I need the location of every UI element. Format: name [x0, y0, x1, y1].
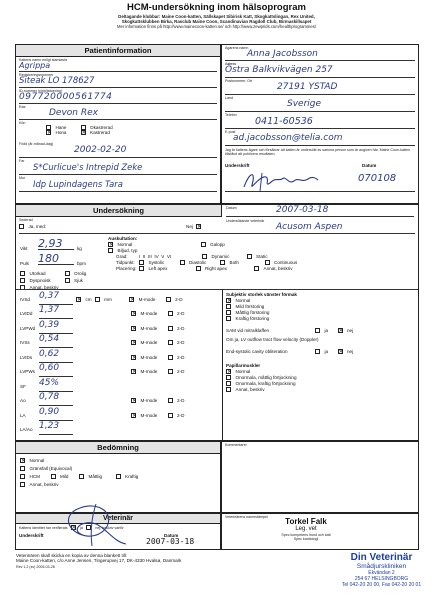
label-2d: 2-D [177, 340, 185, 346]
label-reg: Registreringsnummer [19, 73, 54, 77]
pulse-unit: bpm [77, 261, 86, 266]
phone-field[interactable]: 0411-60536 [225, 116, 415, 129]
checkbox-biljud[interactable] [108, 248, 113, 253]
checkbox-sedated-yes[interactable] [19, 224, 24, 229]
option-assess-annat: Annat, beskriv [29, 482, 59, 487]
label-examiner: Undersökande veterinär [226, 219, 265, 223]
checkbox-hcm-kraftig[interactable] [116, 474, 121, 479]
option-subj-normal: Normal [235, 298, 251, 303]
sam-label: SAM vid mitralklaffen [226, 328, 270, 333]
label-mmode: M-mode [140, 369, 158, 375]
owner-section [221, 44, 419, 204]
checkbox-annat-murmur[interactable] [254, 266, 259, 271]
weight-unit: kg [77, 246, 82, 251]
checkbox-right-apex[interactable] [196, 266, 201, 271]
sedated-options [19, 224, 46, 229]
measurement-label: LA/Ao [20, 427, 33, 433]
checkbox-sedated-no[interactable] [196, 224, 201, 229]
option-sedated-yes: Ja, med: [28, 224, 47, 229]
label-2d: 2-D [177, 412, 185, 418]
measurement-label: LA [20, 412, 26, 418]
label-2d: 2-D [177, 311, 185, 317]
checkbox-ausc-normal[interactable] [108, 242, 113, 247]
exam-section-title: Undersökning [16, 205, 222, 217]
checkbox-unit-mm[interactable] [95, 297, 100, 302]
label-sex: Kön [19, 121, 26, 125]
lv-outflow-label: Om ja, LV outflow tract flow velocity (Doppler) [226, 337, 319, 342]
measurement-row [20, 336, 216, 351]
checkbox-pap-mattlig[interactable] [226, 375, 231, 380]
address-field[interactable]: Östra Balkvikvägen 257 [225, 65, 415, 78]
checkbox-pap-annat[interactable] [226, 387, 231, 392]
patient-section-title: Patientinformation [16, 45, 220, 57]
measurement-value[interactable]: 0,37 [39, 294, 73, 305]
label-weight: Vikt [20, 246, 28, 251]
echo-findings [226, 292, 418, 392]
grade-values: I II III IV V VI [139, 254, 172, 259]
checkbox-subj-normal[interactable] [226, 298, 231, 303]
measurement-value[interactable]: 0,90 [39, 410, 73, 421]
option-both: Both [229, 260, 239, 265]
option-dyspnoisk: Dyspnoisk [29, 278, 51, 283]
form-title: HCM-undersökning inom hälsoprogram [127, 2, 306, 13]
label-sedated: Sederad [19, 218, 33, 222]
mother-field[interactable]: Idp Lupindagens Tara [19, 179, 217, 192]
measurement-value[interactable]: 0,54 [39, 337, 73, 348]
measurement-label: IVSd [20, 296, 30, 302]
stamp-vet-name: Torkel Falk [285, 517, 327, 526]
measurement-label: LVPWd [20, 325, 36, 331]
option-pap-kraftig: Onormala, kraftig förtjockning [235, 381, 296, 386]
clinic-phone: Tel 042-20 20 00, Fax 042-20 20 01 [341, 582, 422, 588]
label-cat-name: Kattens namn enligt stamtavla [19, 58, 68, 62]
checkbox-2d[interactable] [168, 369, 173, 374]
checkbox-2d[interactable] [168, 413, 173, 418]
measurement-value[interactable]: 1,23 [39, 424, 73, 435]
checkbox-subj-mattlig[interactable] [226, 310, 231, 315]
dob-field[interactable]: 2002-02-20 [19, 145, 217, 158]
option-left-apex: Left apex [148, 266, 168, 271]
label-exam-date: Datum [226, 206, 237, 210]
option-ausc-normal: Normal [117, 242, 133, 247]
label-mmode: M-mode [140, 325, 158, 331]
label-vet-date: Datum [164, 533, 179, 538]
label-mother: Mor [19, 176, 26, 180]
end-systolic-label: End-systolic cavity obliteration [226, 349, 288, 354]
measurements-block [20, 292, 216, 437]
option-annat-murmur: Annat, beskriv [263, 266, 293, 271]
option-sedated-no: Nej [186, 224, 193, 229]
clinic-sub: Smådjurskliniken [356, 563, 407, 570]
checkbox-mmode[interactable] [131, 369, 136, 374]
label-country: Land [225, 96, 233, 100]
id-number-field[interactable]: 097720000561774 [19, 92, 217, 104]
option-end-ja: ja [324, 349, 329, 354]
checkbox-mmode[interactable] [131, 326, 136, 331]
checkbox-2d[interactable] [168, 355, 173, 360]
subjective-title: Subjektiv storlek vänster förmak [226, 292, 297, 297]
measurement-row [20, 365, 216, 380]
measurement-value[interactable]: 0,39 [39, 323, 73, 334]
grade-label: Grad: [116, 254, 128, 259]
weight-field[interactable]: 2,93 [38, 237, 74, 250]
label-mmode: M-mode [138, 296, 156, 302]
label-owner-date: Datum [362, 163, 377, 168]
option-static: Static [256, 254, 268, 259]
option-annat-condition: Annat, beskriv [29, 285, 59, 290]
label-owner-signature: Underskrift [225, 163, 250, 168]
option-vet-id-ja: ja [80, 525, 83, 530]
measurement-value[interactable]: 0,62 [39, 352, 73, 363]
checkbox-assess-normal[interactable] [20, 458, 25, 463]
assessment-title: Bedömning [16, 442, 220, 454]
option-right-apex: Right apex [205, 266, 227, 271]
option-dynamic: Dynamic [211, 254, 230, 259]
option-biljud: Biljud, typ [117, 248, 138, 253]
option-sjuk: Sjuk [74, 278, 83, 283]
checkbox-2d[interactable] [168, 311, 173, 316]
option-pap-annat: Annat, beskriv [235, 387, 265, 392]
option-subj-mild: Mild förstoring [235, 304, 265, 309]
label-father: Far [19, 159, 25, 163]
clinic-street: Ekvändan 2 [368, 570, 395, 576]
checkbox-mmode[interactable] [131, 340, 136, 345]
header-line-1: Deltagande klubbar: Maine Coon-katten, Sällskapet Sibirisk Katt, Skogkattslingan, Rex United, [118, 14, 315, 19]
checkbox-continuous[interactable] [265, 260, 270, 265]
measurement-label: IVSs [20, 340, 30, 346]
cat-name-field[interactable]: Agrippa [19, 61, 217, 72]
vet-name-stamp [240, 517, 372, 541]
measurement-value[interactable]: 0,78 [39, 395, 73, 406]
option-hona: Hona [55, 130, 67, 135]
option-subj-mattlig: Måttlig förstoring [235, 310, 270, 315]
checkbox-dynamic[interactable] [202, 254, 207, 259]
option-kastrerad: Kastrerad [90, 130, 110, 135]
checkbox-mmode[interactable] [131, 398, 136, 403]
comments-section[interactable] [221, 441, 419, 513]
owner-date-field[interactable]: 070108 [358, 173, 397, 184]
checkbox-mmode[interactable] [129, 297, 134, 302]
stamp-line-2: Spec kardiologi [293, 537, 319, 541]
measurement-value[interactable]: 1,37 [39, 308, 73, 319]
measurement-label: Ao [20, 398, 26, 404]
comments-title: Kommentarer [225, 443, 247, 447]
label-2d: 2-D [177, 354, 185, 360]
label-id: ID-nummer (chip/tatuering) [19, 89, 62, 93]
auscultation-title: Auskultation: [108, 236, 138, 241]
checkbox-2d[interactable] [166, 297, 171, 302]
checkbox-mmode[interactable] [131, 355, 136, 360]
option-utorkad: Utorkad [29, 271, 46, 276]
measurement-row [20, 423, 216, 438]
measurement-label: SF [20, 383, 26, 389]
label-2d: 2-D [177, 369, 185, 375]
checkbox-hona[interactable] [46, 130, 51, 135]
clinic-stamp [330, 552, 433, 588]
checkbox-hcm-mild[interactable] [51, 474, 56, 479]
unit-cm: cm [85, 296, 92, 302]
papillary-title: Papillarmuskler [226, 363, 261, 368]
breed-field[interactable]: Devon Rex [19, 108, 217, 120]
checkbox-subj-kraftig[interactable] [226, 316, 231, 321]
stamp-line-1: Spec kompetens hund och katt [281, 533, 331, 537]
header-line-2: Skogkattsklubben Birka, Rasclub Maine Coon, Scandinavian Ragdoll Club, Birmaskillsapet [121, 19, 312, 24]
label-2d: 2-D [175, 296, 183, 302]
option-pap-normal: Normal [235, 369, 251, 374]
checkbox-mmode[interactable] [131, 413, 136, 418]
exam-vertical-divider [222, 289, 223, 442]
checkbox-orolig[interactable] [65, 271, 70, 276]
label-mmode: M-mode [140, 398, 158, 404]
option-hcm-mild: Mild [60, 474, 69, 479]
checkbox-hcm[interactable] [20, 474, 25, 479]
label-email: E-post [225, 130, 236, 134]
checkbox-2d[interactable] [168, 326, 173, 331]
checkbox-kastrerad[interactable] [81, 130, 86, 135]
owner-signature [240, 169, 320, 193]
header-line-3: Mer information finns på http://www.mainecoon-katten.se/ och http://www.zewprids.com/healthprogrammes/ [117, 24, 316, 29]
label-pulse: Puls [20, 261, 29, 266]
checkbox-hcm-mattlig[interactable] [79, 474, 84, 479]
footer-revision: Rev 1.2 (sv) 2005-03-28 [16, 565, 55, 569]
owner-name-field[interactable]: Anna Jacobsson [225, 49, 415, 61]
label-mmode: M-mode [140, 340, 158, 346]
checkbox-sam-nej[interactable] [338, 328, 343, 333]
measurement-row [20, 307, 216, 322]
checkbox-both[interactable] [220, 260, 225, 265]
owner-consent-text: Jag är kattens ägare och försäkrar att katten är undersökt av samma person som är angiven här. Maine Coon-katten tillstånd att publicera resultaten. [225, 148, 410, 156]
checkbox-diastolic[interactable] [180, 260, 185, 265]
option-systolic: Systolic [148, 260, 165, 265]
timing-label: Tidpunkt: [116, 260, 135, 265]
exam-date-field[interactable]: 2007-03-18 [226, 205, 414, 217]
label-mmode: M-mode [140, 412, 158, 418]
option-okastrerad: Okastrerad [90, 125, 113, 130]
vet-id-text: Kattens identitet har verifierats [19, 525, 68, 530]
option-end-nej: nej [347, 349, 354, 354]
label-owner-name: Ägarens namn [225, 46, 249, 50]
checkbox-2d[interactable] [168, 398, 173, 403]
checkbox-equivocal[interactable] [20, 466, 25, 471]
pulse-field[interactable]: 180 [38, 252, 74, 265]
measurement-row [20, 394, 216, 409]
label-colour: Ras [19, 105, 26, 109]
option-diastolic: Diastolic [189, 260, 207, 265]
vet-signature [56, 496, 136, 550]
father-field[interactable]: S*Curlicue's Intrepid Zeke [19, 162, 217, 175]
option-pap-mattlig: Onormala, måttlig förtjockning [235, 375, 297, 380]
vet-section [15, 513, 221, 550]
checkbox-sam-ja[interactable] [315, 328, 320, 333]
checkbox-pap-kraftig[interactable] [226, 381, 231, 386]
country-field[interactable]: Sverige [225, 99, 415, 112]
label-mmode: M-mode [140, 311, 158, 317]
label-mmode: M-mode [140, 354, 158, 360]
checkbox-systolic[interactable] [139, 260, 144, 265]
patient-section [15, 44, 221, 204]
checkbox-static[interactable] [247, 254, 252, 259]
sex-options [46, 125, 166, 135]
option-equivocal: Gränsfall (Equivocal) [29, 466, 73, 471]
clinic-name: Din Veterinär [350, 552, 413, 563]
footer-line-1: Veterinären skall skicka en kopia av denna blankett till: [16, 553, 128, 558]
postal-field[interactable]: 27191 YSTAD [225, 82, 415, 95]
checkbox-galopp[interactable] [201, 242, 206, 247]
clinic-city: 254 67 HELSINGBORG [354, 576, 409, 582]
vet-section-title: Veterinär [16, 514, 220, 524]
measurement-label: LVIDs [20, 354, 33, 360]
checkbox-end-nej[interactable] [338, 349, 343, 354]
option-hcm: HCM [29, 474, 40, 479]
option-hcm-mattlig: Måttlig [88, 474, 103, 479]
option-hcm-kraftig: Kraftig [125, 474, 139, 479]
option-continuous: Continuous [274, 260, 298, 265]
option-vet-id-nej: nej, beskriv varför [95, 525, 124, 530]
option-sam-nej: nej [347, 328, 354, 333]
checkbox-assess-annat[interactable] [20, 482, 25, 487]
checkbox-mmode[interactable] [131, 311, 136, 316]
exam-section [15, 204, 419, 441]
placement-label: Placering: [116, 266, 137, 271]
checkbox-2d[interactable] [168, 340, 173, 345]
form-header [0, 2, 433, 29]
measurement-label: LVIDd [20, 311, 33, 317]
option-sam-ja: ja [324, 328, 329, 333]
stamp-vet-title: Leg. vet [295, 526, 317, 532]
vet-date-field[interactable]: 2007-03-18 [146, 537, 195, 546]
label-2d: 2-D [177, 398, 185, 404]
examiner-field[interactable]: Acusom Aspen [226, 222, 414, 234]
form-footer [16, 553, 316, 569]
checkbox-subj-mild[interactable] [226, 304, 231, 309]
option-orolig: Orolig [74, 271, 87, 276]
label-address: Adress [225, 62, 237, 66]
label-2d: 2-D [177, 325, 185, 331]
checkbox-dyspnoisk[interactable] [20, 278, 25, 283]
checkbox-utorkad[interactable] [20, 271, 25, 276]
option-assess-normal: Normal [29, 458, 45, 463]
checkbox-left-apex[interactable] [139, 266, 144, 271]
sedated-no [186, 224, 202, 229]
condition-options [20, 271, 104, 290]
option-hane: Hane [55, 125, 67, 130]
label-dob: Född (år-månad-dag) [19, 142, 54, 146]
checkbox-unit-cm[interactable] [76, 297, 81, 302]
email-field[interactable]: ad.jacobsson@telia.com [225, 133, 415, 146]
measurement-label: LVPWs [20, 369, 35, 375]
assessment-options [20, 458, 216, 487]
reg-number-field[interactable]: Siteak LO 178627 [19, 76, 217, 88]
footer-line-2: Maine Coon-katten, c/o Anne Jensen, Tingerupvej 17, DK-4330 Hvalsø, Danmark [16, 558, 182, 563]
auscultation-block [108, 236, 418, 271]
checkbox-end-ja[interactable] [315, 349, 320, 354]
unit-mm: mm [104, 296, 112, 302]
checkbox-pap-normal[interactable] [226, 369, 231, 374]
label-vet-signature: Underskrift [19, 533, 44, 538]
vet-stamp-label: Veterinärens namnstämpel [225, 515, 268, 519]
label-phone: Telefon [225, 113, 237, 117]
measurement-value[interactable]: 45% [39, 381, 73, 392]
auscultation-divider [16, 289, 418, 290]
owner-signature-line [225, 191, 415, 192]
measurement-value[interactable]: 0,60 [39, 366, 73, 377]
option-galopp: Galopp [210, 242, 225, 247]
label-postal: Postnummer, Ort [225, 79, 253, 83]
checkbox-sjuk[interactable] [65, 278, 70, 283]
sedation-line [19, 233, 415, 234]
option-subj-kraftig: Kraftig förstoring [235, 316, 270, 321]
